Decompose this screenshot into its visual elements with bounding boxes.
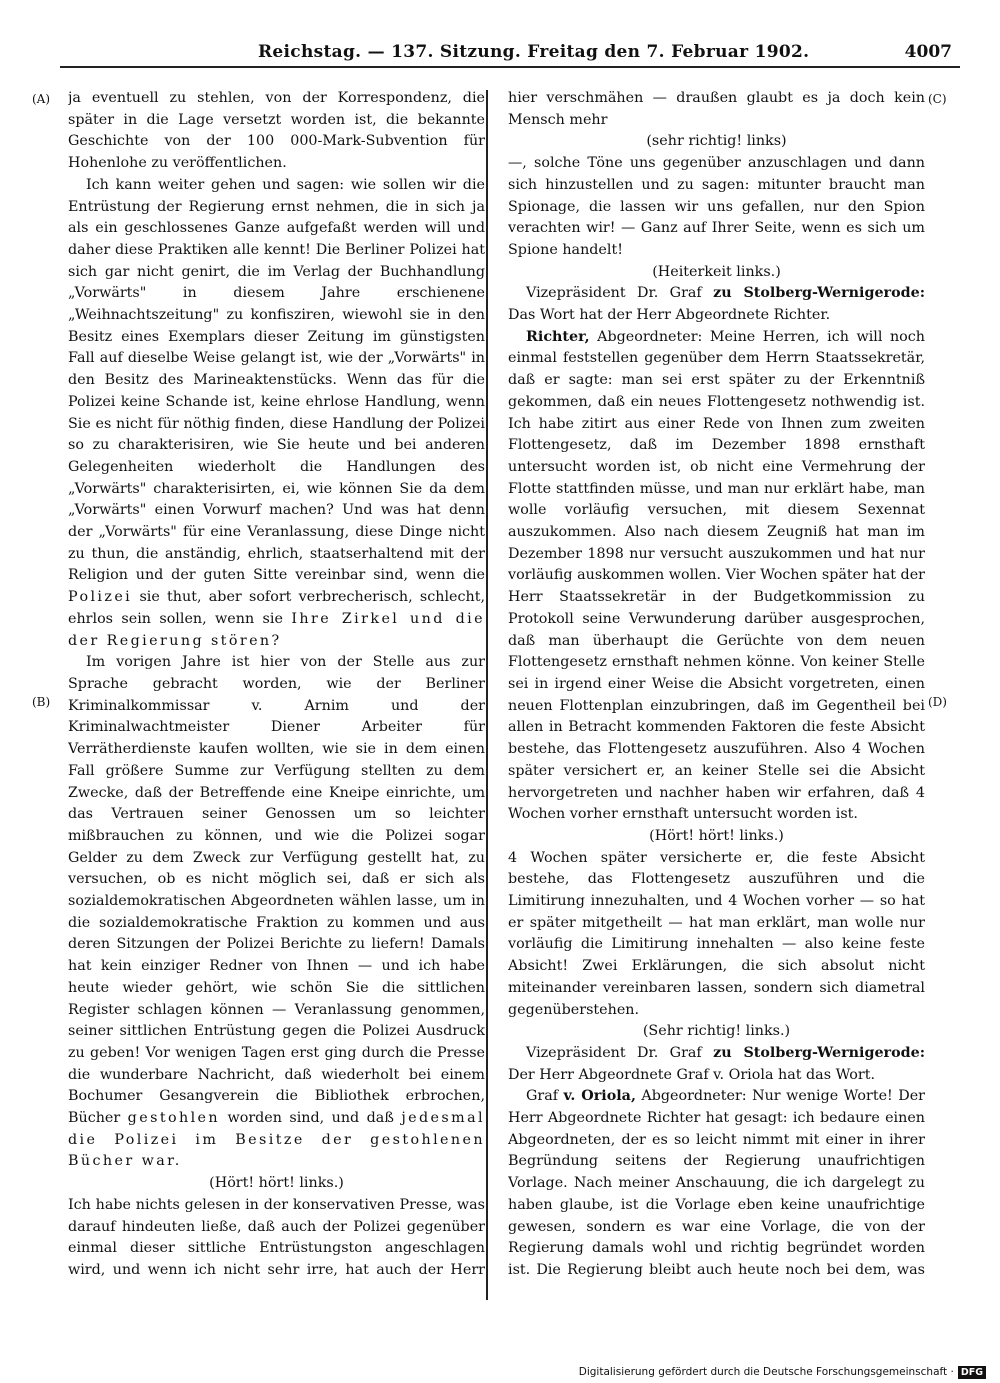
speaker-oriola-name: v. Oriola, — [563, 1088, 636, 1105]
vice-president-2-title: Vizepräsident Dr. Graf — [526, 1044, 702, 1061]
speaker-richter-name: Richter, — [526, 328, 590, 345]
left-paragraph-2-text: Ich kann weiter gehen und sagen: wie sollen wir die Entrüstung der Regierung ernst nehmen, die in sich ja als ein geschlossenes Ganze aufgefaßt werden will und daher diese Praktiken alle kennt! Die Berliner Polizei hat sich gar nicht genirt, die im Verlag der Buchhandlung „Vorwärts" in diesem Jahre erschienene „Weihnachtszeitung" zu konfisziren, wiewohl sie in den Besitz eines Exemplars dieser Zeitung im günstigsten Fall auf dieselbe Weise gelangt ist, wie der „Vorwärts" in den Besitz des Marineaktenstücks. Wenn das für die Polizei keine Schande ist, keine ehrlose Handlung, wenn Sie es nicht für nöthig finden, diese Handlung der Polizei so zu charakterisiren, wie Sie heute und bei anderen Gelegenheiten wiederholt die Handlungen des „Vorwärts" charakterisirten, ei, wie können Sie da dem „Vorwärts" einen Vorwurf machen? Und was hat denn der „Vorwärts" für eine Veranlassung, diese Dinge nicht zu thun, die anständig, ehrlich, staatserhaltend mit der Religion und der guten Sitte vereinbar sind, wenn die — [68, 176, 485, 584]
vice-president-remark-2 — [508, 1043, 925, 1086]
speech-oriola-text: Nur wenige Worte! Der Herr Abgeordnete Richter hat gesagt: ich bedaure einen Abgeordneten, der es so leicht nimmt mit einer in ihrer Begründung seitens der Regierung unaufrichtigen Vorlage. Nach meiner Anschauung, die ich dargelegt zu haben glaube, ist die Vorlage eben keine unaufrichtige gewesen, sondern es war eine Vorlage, die von der Regierung damals wohl und richtig begründet worden ist. Die Regierung bleibt auch heute noch bei dem, was — [508, 1088, 925, 1278]
left-paragraph-3-spaced-2: jedesmal die Polizei im Besitze der gestohlenen Bücher war. — [68, 1110, 485, 1170]
dfg-logo: DFG — [958, 1366, 986, 1379]
vice-president-2-name: zu Stolberg-Wernigerode: — [713, 1044, 925, 1061]
speaker-oriola-role: Abgeordneter: — [641, 1088, 747, 1105]
left-paragraph-2-spaced-2: Ihre Zirkel und die der Regierung stören? — [68, 610, 485, 649]
vice-president-2-text: Der Herr Abgeordnete Graf v. Oriola hat das Wort. — [508, 1066, 876, 1083]
right-interjection-3: (Hört! hört! links.) — [649, 827, 784, 844]
page-header — [60, 40, 960, 66]
speech-oriola — [508, 1086, 925, 1283]
page-header-title: Reichstag. — 137. Sitzung. Freitag den 7. Februar 1902. — [258, 42, 810, 62]
speech-richter — [508, 327, 925, 826]
footer-credit — [579, 1366, 986, 1379]
vice-president-1-title: Vizepräsident Dr. Graf — [526, 285, 702, 302]
left-paragraph-2-spaced: Polizei — [68, 589, 133, 606]
left-paragraph-3-text: Im vorigen Jahre ist hier von der Stelle aus zur Sprache gebracht worden, wie der Berliner Kriminalkommissar v. Arnim und der Kriminalwachtmeister Diener Arbeiter für Verrätherdienste kaufen wollten, wie sie in dem einen Fall größere Summe zur Verfügung stellten zu dem Zwecke, daß der Betreffende eine Kneipe einrichte, um das Vertrauen seiner Genossen um so leichter mißbrauchen zu können, und wie die Polizei sogar Gelder zu dem Zweck zur Verfügung gestellt hat, zu versuchen, ob es nicht möglich sei, daß er sich als sozialdemokratischen Abgeordneten wählen lasse, um in die sozialdemokratische Fraktion zu kommen und aus deren Sitzungen der Polizei Berichte zu liefern! Damals hat kein einziger Redner von Ihnen — und ich habe heute wieder gehört, wie schön Sie die sittlichen Register schlagen können — Veranlassung genommen, seiner sittlichen Entrüstung gegen die Polizei Ausdruck zu geben! Vor wenigen Tagen erst ging durch die Presse die wunderbare Nachricht, daß wiederholt bei einem Bochumer Gesangverein die Bibliothek erbrochen, Bücher — [68, 654, 485, 1127]
left-paragraph-3-spaced: gestohlen — [127, 1110, 221, 1127]
left-interjection-1: (Hört! hört! links.) — [209, 1175, 344, 1192]
right-column — [508, 88, 925, 1283]
left-paragraph-4: Ich habe nichts gelesen in der konservativen Presse, was darauf hindeuten ließe, daß auch der Polizei gegenüber einmal dieser sittliche Entrüstungston angeschlagen wird, und wenn ich nicht sehr irre, hat auch der Herr — [68, 1196, 485, 1278]
margin-marker-a: (A) — [32, 92, 51, 106]
speaker-richter-role: Abgeordneter: — [597, 328, 703, 345]
right-paragraph-2: —, solche Töne uns gegenüber anzuschlagen und dann sich hinzustellen und zu sagen: mitunter braucht man Spionage, die lassen wir uns gefallen, nur den Spion verachten wir! — Ganz auf Ihrer Seite, wenn es sich um Spione handelt! — [508, 155, 925, 258]
vice-president-1-text: Das Wort hat der Herr Abgeordnete Richter. — [508, 307, 831, 324]
margin-marker-c: (C) — [928, 92, 947, 106]
speaker-oriola-title: Graf — [526, 1088, 559, 1105]
right-interjection-2: (Heiterkeit links.) — [652, 263, 781, 280]
header-rule — [60, 66, 960, 68]
left-paragraph-2 — [68, 175, 485, 652]
right-interjection-1: (sehr richtig! links) — [646, 133, 787, 150]
vice-president-remark-1 — [508, 283, 925, 326]
right-paragraph-3: 4 Wochen später versicherte er, die feste Absicht bestehe, das Flottengesetz auszuführen und die Limitirung innezuhalten, und 4 Wochen vorher — so hat er später mitgetheilt — hat man erklärt, man wolle nur vorläufig die Limitirung innehalten — also keine feste Absicht! Zwei Erklärungen, die sich absolut nicht miteinander vereinbaren lassen, sondern sich diametral gegenüberstehen. — [508, 849, 925, 1018]
column-divider — [486, 90, 488, 1300]
margin-marker-b: (B) — [32, 695, 51, 709]
left-paragraph-3-mid: worden sind, und daß — [227, 1110, 394, 1127]
margin-marker-d: (D) — [928, 695, 947, 709]
speech-richter-text: Meine Herren, ich will noch einmal feststellen gegenüber dem Herrn Staatssekretär, daß er sagte: man sei erst später zu der Erkenntniß gekommen, daß ein neues Flottengesetz nothwendig ist. Ich habe zitirt aus einer Rede von Ihnen zum zweiten Flottengesetz, daß im Dezember 1898 ernsthaft untersucht worden ist, ob nicht eine Vermehrung der Flotte stattfinden müsse, und man nur erklärt habe, man wolle vorläufig versuchen, mit diesem Sexennat auszukommen. Also nach diesem Zeugniß hat man im Dezember 1898 nur versucht auszukommen und hat nur vorläufig auskommen wollen. Vier Wochen später hat der Herr Staatssekretär in der Budgetkommission zu Protokoll seine Verwunderung darüber ausgesprochen, daß man überhaupt die Gerüchte von dem neuen Flottengesetz ernsthaft nehmen könne. Von keiner Stelle sei in irgend einer Weise die Absicht vorgetreten, einen neuen Flottenplan einzubringen, daß im Gegentheil bei allen in Betracht kommenden Faktoren die feste Absicht bestehe, das Flottengesetz auszuführen. Also 4 Wochen später versichert er, an keiner Stelle sei die Absicht hervorgetreten und nachher haben wir erfahren, daß 4 Wochen vorher ernsthaft untersucht worden ist. — [508, 328, 925, 823]
left-column — [68, 88, 485, 1283]
page-number: 4007 — [904, 42, 952, 62]
left-paragraph-1: ja eventuell zu stehlen, von der Korrespondenz, die später in die Lage versetzt worden ist, die bekannte Geschichte von der 100 000-Mark-Subvention für Hohenlohe zu veröffentlichen. — [68, 90, 485, 172]
footer-credit-text: Digitalisierung gefördert durch die Deutsche Forschungsgemeinschaft · — [578, 1366, 954, 1378]
right-paragraph-1: hier verschmähen — draußen glaubt es ja doch kein Mensch mehr — [508, 90, 925, 128]
left-paragraph-2-mid: sie thut, aber sofort verbrecherisch, schlecht, ehrlos sein sollen, wenn sie — [68, 589, 485, 627]
right-interjection-4: (Sehr richtig! links.) — [642, 1023, 791, 1040]
left-paragraph-3 — [68, 652, 485, 1173]
vice-president-1-name: zu Stolberg-Wernigerode: — [713, 285, 925, 302]
